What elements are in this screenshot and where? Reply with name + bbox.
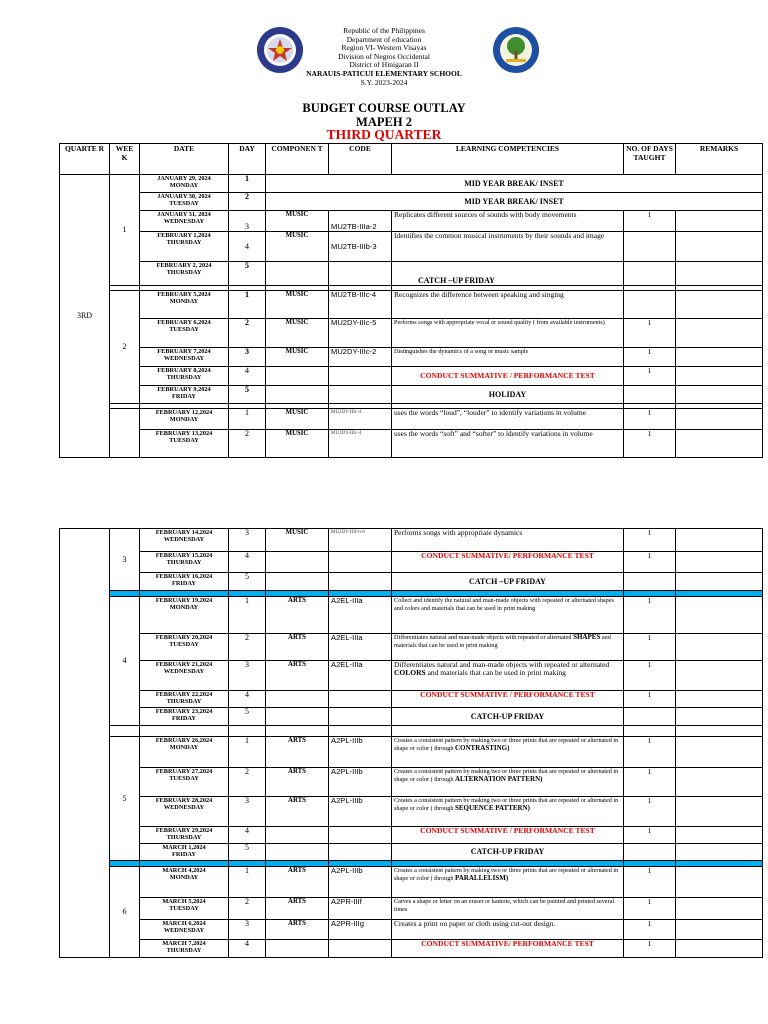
remarks-cell bbox=[676, 634, 763, 661]
remarks-cell bbox=[676, 573, 763, 591]
date-cell: FEBRUARY 29,2024 THURSDAY bbox=[140, 827, 229, 844]
day-cell: 5 bbox=[229, 262, 266, 286]
component-cell bbox=[266, 708, 329, 726]
remarks-cell bbox=[676, 386, 763, 404]
summative-test-label: CONDUCT SUMMATIVE/ PERFORMANCE TEST bbox=[392, 552, 624, 573]
days-taught-cell: 1 bbox=[624, 529, 676, 552]
remarks-cell bbox=[676, 768, 763, 797]
component-cell bbox=[266, 386, 329, 404]
col-component: COMPONEN T bbox=[266, 144, 329, 175]
table-row bbox=[60, 898, 763, 920]
days-taught-cell: 1 bbox=[624, 898, 676, 920]
summative-test-label: CONDUCT SUMMATIVE / PERFORMANCE TEST bbox=[392, 367, 624, 386]
date-cell: FEBRUARY 19,2024 MONDAY bbox=[140, 597, 229, 634]
outlay-table-page-2 bbox=[59, 528, 763, 958]
remarks-cell bbox=[676, 844, 763, 861]
date-cell: FEBRUARY 13,2024 TUESDAY bbox=[140, 430, 229, 458]
quarter-title: THIRD QUARTER bbox=[326, 127, 442, 142]
date-cell: MARCH 7,2024 THURSDAY bbox=[140, 940, 229, 958]
table-row bbox=[60, 232, 763, 262]
col-learning-competencies: LEARNING COMPETENCIES bbox=[392, 144, 624, 175]
week-cell: 6 bbox=[110, 867, 140, 958]
col-date: DATE bbox=[140, 144, 229, 175]
code-cell bbox=[329, 827, 392, 844]
day-cell: 3 bbox=[229, 211, 266, 232]
component-cell: ARTS bbox=[266, 867, 329, 898]
remarks-cell bbox=[676, 529, 763, 552]
days-taught-cell: 1 bbox=[624, 597, 676, 634]
remarks-cell bbox=[676, 262, 763, 286]
days-taught-cell: 1 bbox=[624, 797, 676, 827]
days-taught-cell bbox=[624, 844, 676, 861]
table-row bbox=[60, 552, 763, 573]
summative-test-label: CONDUCT SUMMATIVE/ PERFORMANCE TEST bbox=[392, 940, 624, 958]
date-cell: MARCH 4,2024 MONDAY bbox=[140, 867, 229, 898]
table-row bbox=[60, 867, 763, 898]
header-line: Region VI- Western Visayas bbox=[341, 43, 427, 53]
remarks-cell bbox=[676, 691, 763, 708]
table-row bbox=[60, 262, 763, 286]
days-taught-cell bbox=[624, 232, 676, 262]
component-cell: ARTS bbox=[266, 597, 329, 634]
competency-cell: Differentiates natural and man-made objects with repeated or alternated COLORS and materials that can be used in print making bbox=[392, 661, 624, 691]
days-taught-cell: 1 bbox=[624, 920, 676, 940]
week-cell bbox=[110, 409, 140, 458]
date-cell: MARCH 6,2024 WEDNESDAY bbox=[140, 920, 229, 940]
component-cell: ARTS bbox=[266, 920, 329, 940]
day-cell: 1 bbox=[229, 737, 266, 768]
table-row bbox=[60, 409, 763, 430]
quarter-cell bbox=[60, 529, 110, 958]
component-cell: ARTS bbox=[266, 797, 329, 827]
component-cell: MUSIC bbox=[266, 232, 329, 262]
days-taught-cell bbox=[624, 291, 676, 319]
component-cell bbox=[266, 827, 329, 844]
day-cell: 3 bbox=[229, 661, 266, 691]
header-line: Division of Negros Occidental bbox=[338, 51, 430, 61]
date-cell: FEBRUARY 28,2024 WEDNESDAY bbox=[140, 797, 229, 827]
catch-up-friday-label: CATCH-UP FRIDAY bbox=[392, 708, 624, 726]
code-cell: A2PR-IIIf bbox=[329, 898, 392, 920]
days-taught-cell: 1 bbox=[624, 409, 676, 430]
week-cell: 2 bbox=[110, 291, 140, 404]
code-cell: MU2TB-IIIb-3 bbox=[329, 232, 392, 262]
competency-cell: uses the words “loud”, “louder” to identify variations in volume bbox=[392, 409, 624, 430]
remarks-cell bbox=[676, 348, 763, 367]
table-row bbox=[60, 708, 763, 726]
day-cell: 5 bbox=[229, 573, 266, 591]
days-taught-cell: 1 bbox=[624, 634, 676, 661]
break-message: MID YEAR BREAK/ INSET bbox=[266, 175, 763, 193]
date-cell: FEBRUARY 22,2024 THURSDAY bbox=[140, 691, 229, 708]
days-taught-cell: 1 bbox=[624, 827, 676, 844]
component-cell: MUSIC bbox=[266, 409, 329, 430]
table-row bbox=[60, 844, 763, 861]
remarks-cell bbox=[676, 291, 763, 319]
remarks-cell bbox=[676, 430, 763, 458]
code-cell: MU2DY-IIIc-4 bbox=[329, 430, 392, 458]
competency-cell: Collect and identify the natural and man-made objects with repeated or alternated shapes and colors and materials that can be used in print making bbox=[392, 597, 624, 634]
code-cell: A2EL-IIIa bbox=[329, 597, 392, 634]
date-cell: FEBRUARY 16,2024 FRIDAY bbox=[140, 573, 229, 591]
date-cell: FEBRUARY 20,2024 TUESDAY bbox=[140, 634, 229, 661]
holiday-label: HOLIDAY bbox=[392, 386, 624, 404]
component-cell bbox=[266, 552, 329, 573]
days-taught-cell bbox=[624, 708, 676, 726]
table-row bbox=[60, 348, 763, 367]
remarks-cell bbox=[676, 737, 763, 768]
col-days-taught: NO. OF DAYS TAUGHT bbox=[624, 144, 676, 175]
competency-cell: Creates a consistent pattern by making two or three prints that are repeated or alternated in shape or color ( through SEQUENCE PATTERN) bbox=[392, 797, 624, 827]
document-title: BUDGET COURSE OUTLAY bbox=[302, 101, 466, 115]
component-cell: ARTS bbox=[266, 898, 329, 920]
day-cell: 2 bbox=[229, 193, 266, 211]
days-taught-cell: 1 bbox=[624, 661, 676, 691]
component-cell: ARTS bbox=[266, 737, 329, 768]
competency-cell: Differentiates natural and man-made objects with repeated or alternated SHAPES and materials that can be used in print making bbox=[392, 634, 624, 661]
date-cell: FEBRUARY 8,2024 THURSDAY bbox=[140, 367, 229, 386]
remarks-cell bbox=[676, 367, 763, 386]
date-cell: JANUARY 30, 2024 TUESDAY bbox=[140, 193, 229, 211]
table-row bbox=[60, 768, 763, 797]
table-row bbox=[60, 319, 763, 348]
summative-test-label: CONDUCT SUMMATIVE / PERFORMANCE TEST bbox=[392, 827, 624, 844]
component-cell: MUSIC bbox=[266, 211, 329, 232]
catch-up-friday-label: CATCH –UP FRIDAY bbox=[392, 573, 624, 591]
letterhead bbox=[0, 27, 768, 87]
competency-cell: Creates a consistent pattern by making two or three prints that are repeated or alternated in shape or color ( through ALTERNATION PATTERN) bbox=[392, 768, 624, 797]
date-cell: JANUARY 31, 2024 WEDNESDAY bbox=[140, 211, 229, 232]
code-cell bbox=[329, 573, 392, 591]
table-row bbox=[60, 386, 763, 404]
component-cell: MUSIC bbox=[266, 348, 329, 367]
day-cell: 3 bbox=[229, 348, 266, 367]
quarter-cell: 3RD bbox=[60, 175, 110, 458]
table-row bbox=[60, 193, 763, 211]
code-cell bbox=[329, 691, 392, 708]
date-cell: FEBRUARY 21,2024 WEDNESDAY bbox=[140, 661, 229, 691]
code-cell: MU2TB-IIIc-4 bbox=[329, 291, 392, 319]
competency-cell: Carves a shape or letter on an eraser or kamote, which can be painted and printed several times bbox=[392, 898, 624, 920]
date-cell: FEBRUARY 2, 2024 THURSDAY bbox=[140, 262, 229, 286]
date-cell: FEBRUARY 15,2024 THURSDAY bbox=[140, 552, 229, 573]
col-quarter: QUARTE R bbox=[60, 144, 110, 175]
code-cell bbox=[329, 940, 392, 958]
component-cell bbox=[266, 940, 329, 958]
table-row bbox=[60, 573, 763, 591]
day-cell: 4 bbox=[229, 232, 266, 262]
table-row bbox=[60, 211, 763, 232]
days-taught-cell: 1 bbox=[624, 348, 676, 367]
days-taught-cell bbox=[624, 573, 676, 591]
outlay-table-page-1 bbox=[59, 143, 763, 458]
remarks-cell bbox=[676, 940, 763, 958]
date-cell: FEBRUARY 26,2024 MONDAY bbox=[140, 737, 229, 768]
table-row bbox=[60, 175, 763, 193]
day-cell: 4 bbox=[229, 827, 266, 844]
code-cell bbox=[329, 708, 392, 726]
date-cell: MARCH 1,2024 FRIDAY bbox=[140, 844, 229, 861]
days-taught-cell: 1 bbox=[624, 367, 676, 386]
date-cell: JANUARY 29, 2024 MONDAY bbox=[140, 175, 229, 193]
component-cell: ARTS bbox=[266, 634, 329, 661]
catch-up-friday-label: CATCH-UP FRIDAY bbox=[392, 844, 624, 861]
day-cell: 4 bbox=[229, 367, 266, 386]
days-taught-cell bbox=[624, 262, 676, 286]
days-taught-cell: 1 bbox=[624, 768, 676, 797]
table-row bbox=[60, 367, 763, 386]
day-cell: 5 bbox=[229, 844, 266, 861]
days-taught-cell: 1 bbox=[624, 940, 676, 958]
days-taught-cell bbox=[624, 386, 676, 404]
code-cell bbox=[329, 367, 392, 386]
week-cell: 5 bbox=[110, 737, 140, 861]
table-row bbox=[60, 634, 763, 661]
days-taught-cell: 1 bbox=[624, 867, 676, 898]
table-row bbox=[60, 691, 763, 708]
remarks-cell bbox=[676, 232, 763, 262]
code-cell: A2EL-IIIa bbox=[329, 661, 392, 691]
date-cell: FEBRUARY 9,2024 FRIDAY bbox=[140, 386, 229, 404]
days-taught-cell: 1 bbox=[624, 211, 676, 232]
day-cell: 5 bbox=[229, 708, 266, 726]
table-row bbox=[60, 940, 763, 958]
remarks-cell bbox=[676, 319, 763, 348]
remarks-cell bbox=[676, 552, 763, 573]
component-cell bbox=[266, 691, 329, 708]
date-cell: MARCH 5,2024 TUESDAY bbox=[140, 898, 229, 920]
remarks-cell bbox=[676, 920, 763, 940]
code-cell: A2PL-IIIb bbox=[329, 768, 392, 797]
component-cell: MUSIC bbox=[266, 529, 329, 552]
component-cell: MUSIC bbox=[266, 291, 329, 319]
remarks-cell bbox=[676, 898, 763, 920]
table-row bbox=[60, 920, 763, 940]
remarks-cell bbox=[676, 597, 763, 634]
day-cell: 2 bbox=[229, 898, 266, 920]
component-cell: ARTS bbox=[266, 768, 329, 797]
table-row bbox=[60, 291, 763, 319]
date-cell: FEBRUARY 5,2024 MONDAY bbox=[140, 291, 229, 319]
competency-cell: Recognizes the difference between speaking and singing bbox=[392, 291, 624, 319]
break-message: MID YEAR BREAK/ INSET bbox=[266, 193, 763, 211]
header-line: District of Hinigaran II bbox=[349, 60, 419, 70]
day-cell: 2 bbox=[229, 768, 266, 797]
day-cell: 4 bbox=[229, 552, 266, 573]
code-cell bbox=[329, 552, 392, 573]
day-cell: 2 bbox=[229, 319, 266, 348]
remarks-cell bbox=[676, 827, 763, 844]
week-separator bbox=[60, 726, 763, 737]
days-taught-cell: 1 bbox=[624, 552, 676, 573]
code-cell bbox=[329, 386, 392, 404]
competency-cell: Identifies the common musical instruments by their sounds and image bbox=[392, 232, 624, 262]
component-cell bbox=[266, 844, 329, 861]
competency-cell: Replicates different sources of sounds with body movements bbox=[392, 211, 624, 232]
remarks-cell bbox=[676, 409, 763, 430]
competency-cell: Performs songs with appropriate vocal or sound quality ( from available instruments) bbox=[392, 319, 624, 348]
week-cell: 3 bbox=[110, 529, 140, 591]
col-code: CODE bbox=[329, 144, 392, 175]
code-cell: MU2TB-IIIa-2 bbox=[329, 211, 392, 232]
day-cell: 2 bbox=[229, 634, 266, 661]
code-cell: A2PL-IIIb bbox=[329, 867, 392, 898]
code-cell: MU2DY-IIIc-2 bbox=[329, 348, 392, 367]
remarks-cell bbox=[676, 867, 763, 898]
component-cell bbox=[266, 367, 329, 386]
code-cell bbox=[329, 262, 392, 286]
days-taught-cell: 1 bbox=[624, 691, 676, 708]
code-cell: MU2DY-IIIf-h-6 bbox=[329, 529, 392, 552]
days-taught-cell: 1 bbox=[624, 319, 676, 348]
table-row bbox=[60, 661, 763, 691]
col-day: DAY bbox=[229, 144, 266, 175]
days-taught-cell: 1 bbox=[624, 737, 676, 768]
day-cell: 1 bbox=[229, 409, 266, 430]
component-cell: MUSIC bbox=[266, 319, 329, 348]
date-cell: FEBRUARY 6,2024 TUESDAY bbox=[140, 319, 229, 348]
week-cell: 4 bbox=[110, 597, 140, 726]
code-cell: A2PL-IIIb bbox=[329, 797, 392, 827]
competency-cell: Creates a print on paper or cloth using cut-out design. bbox=[392, 920, 624, 940]
code-cell bbox=[329, 844, 392, 861]
competency-cell: uses the words “soft” and “softer” to identify variations in volume bbox=[392, 430, 624, 458]
remarks-cell bbox=[676, 661, 763, 691]
component-cell: ARTS bbox=[266, 661, 329, 691]
day-cell: 3 bbox=[229, 920, 266, 940]
header-line: Republic of the Philippines bbox=[343, 26, 425, 35]
date-cell: FEBRUARY 27,2024 TUESDAY bbox=[140, 768, 229, 797]
competency-cell: Distinguishes the dynamics of a song or music sample bbox=[392, 348, 624, 367]
table-row bbox=[60, 430, 763, 458]
table-row bbox=[60, 597, 763, 634]
table-row bbox=[60, 737, 763, 768]
day-cell: 1 bbox=[229, 175, 266, 193]
date-cell: FEBRUARY 1,2024 THURSDAY bbox=[140, 232, 229, 262]
table-header-row bbox=[60, 144, 763, 175]
header-line: Department of education bbox=[346, 34, 422, 44]
col-week: WEE K bbox=[110, 144, 140, 175]
col-remarks: REMARKS bbox=[676, 144, 763, 175]
code-cell: MU2DY-IIIc-5 bbox=[329, 319, 392, 348]
date-cell: FEBRUARY 12,2024 MONDAY bbox=[140, 409, 229, 430]
component-cell bbox=[266, 262, 329, 286]
day-cell: 5 bbox=[229, 386, 266, 404]
day-cell: 1 bbox=[229, 291, 266, 319]
code-cell: MU2DY-IIIc-4 bbox=[329, 409, 392, 430]
date-cell: FEBRUARY 23,2024 FRIDAY bbox=[140, 708, 229, 726]
competency-cell: Creates a consistent pattern by making two or three prints that are repeated or alternated in shape or color ( through PARALLELISM) bbox=[392, 867, 624, 898]
day-cell: 4 bbox=[229, 940, 266, 958]
table-row bbox=[60, 529, 763, 552]
school-year: S.Y. 2023-2024 bbox=[360, 77, 408, 87]
remarks-cell bbox=[676, 797, 763, 827]
code-cell: A2PR-IIIg bbox=[329, 920, 392, 940]
table-row bbox=[60, 827, 763, 844]
remarks-cell bbox=[676, 211, 763, 232]
subject-title: MAPEH 2 bbox=[356, 115, 412, 129]
component-cell: MUSIC bbox=[266, 430, 329, 458]
date-cell: FEBRUARY 7,2024 WEDNESDAY bbox=[140, 348, 229, 367]
summative-test-label: CONDUCT SUMMATIVE / PERFORMANCE TEST bbox=[392, 691, 624, 708]
day-cell: 4 bbox=[229, 691, 266, 708]
remarks-cell bbox=[676, 708, 763, 726]
code-cell: A2EL-IIIa bbox=[329, 634, 392, 661]
week-cell: 1 bbox=[110, 175, 140, 286]
school-name: NARAUIS-PATICUI ELEMENTARY SCHOOL bbox=[306, 68, 462, 78]
day-cell: 3 bbox=[229, 529, 266, 552]
day-cell: 2 bbox=[229, 430, 266, 458]
competency-cell: Performs songs with appropriate dynamics bbox=[392, 529, 624, 552]
days-taught-cell: 1 bbox=[624, 430, 676, 458]
day-cell: 1 bbox=[229, 867, 266, 898]
day-cell: 3 bbox=[229, 797, 266, 827]
day-cell: 1 bbox=[229, 597, 266, 634]
component-cell bbox=[266, 573, 329, 591]
competency-cell: Creates a consistent pattern by making two or three prints that are repeated or alternated in shape or color ( through CONTRASTING) bbox=[392, 737, 624, 768]
catch-up-friday-label: CATCH –UP FRIDAY bbox=[392, 262, 624, 286]
table-row bbox=[60, 797, 763, 827]
date-cell: FEBRUARY 14,2024 WEDNESDAY bbox=[140, 529, 229, 552]
code-cell: A2PL-IIIb bbox=[329, 737, 392, 768]
